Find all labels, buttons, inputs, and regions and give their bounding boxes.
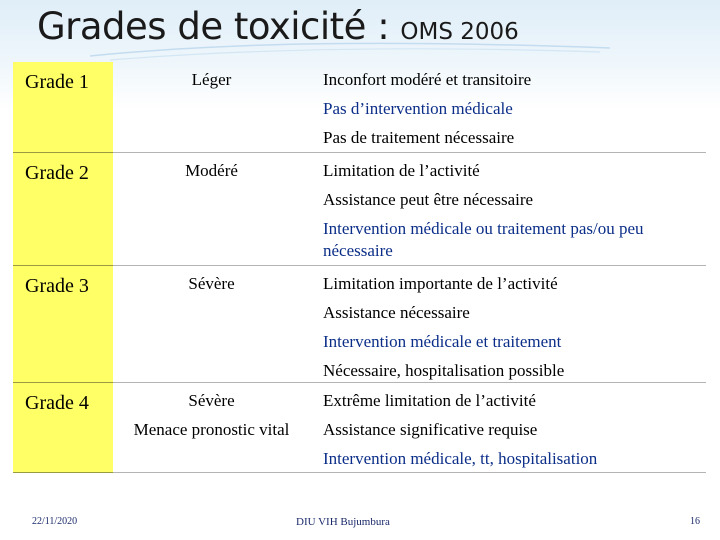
- grade-cell: Grade 1: [13, 62, 113, 153]
- severity-cell: [113, 266, 310, 383]
- severity-cell: [113, 62, 310, 153]
- footer-event: DIU VIH Bujumbura: [296, 516, 390, 528]
- severity-text: Sévère: [188, 274, 235, 293]
- footer-date: 22/11/2020: [32, 516, 78, 527]
- description-line: Inconfort modéré et transitoire: [323, 70, 532, 89]
- severity-text: Menace pronostic vital: [133, 420, 290, 439]
- grade-cell: Grade 2: [13, 153, 113, 266]
- description-line: Pas d’intervention médicale: [323, 99, 513, 118]
- description-line: Assistance significative requise: [323, 420, 538, 439]
- description-line: Intervention médicale et traitement: [323, 332, 562, 351]
- description-line: Pas de traitement nécessaire: [323, 128, 515, 147]
- toxicity-grades-table: [13, 62, 706, 473]
- slide-title: [37, 5, 519, 48]
- description-line: Extrême limitation de l’activité: [323, 391, 536, 410]
- description-line: Assistance nécessaire: [323, 303, 470, 322]
- description-line: Intervention médicale ou traitement pas/ou peu nécessaire: [323, 219, 644, 260]
- footer-page-number: 16: [690, 516, 700, 527]
- severity-cell: [113, 383, 310, 473]
- severity-text: Modéré: [185, 161, 238, 180]
- grade-cell: Grade 4: [13, 383, 113, 473]
- severity-cell: [113, 153, 310, 266]
- description-cell: [310, 383, 706, 473]
- grade-cell: Grade 3: [13, 266, 113, 383]
- description-line: Intervention médicale, tt, hospitalisation: [323, 449, 598, 468]
- description-line: Limitation importante de l’activité: [323, 274, 558, 293]
- slide-title-sub: OMS 2006: [400, 19, 519, 45]
- description-cell: [310, 266, 706, 383]
- description-line: Limitation de l’activité: [323, 161, 480, 180]
- description-cell: [310, 62, 706, 153]
- severity-text: Léger: [191, 70, 232, 89]
- description-line: Nécessaire, hospitalisation possible: [323, 361, 565, 380]
- severity-text: Sévère: [188, 391, 235, 410]
- description-line: Assistance peut être nécessaire: [323, 190, 534, 209]
- slide-title-main: Grades de toxicité :: [37, 5, 401, 48]
- description-cell: [310, 153, 706, 266]
